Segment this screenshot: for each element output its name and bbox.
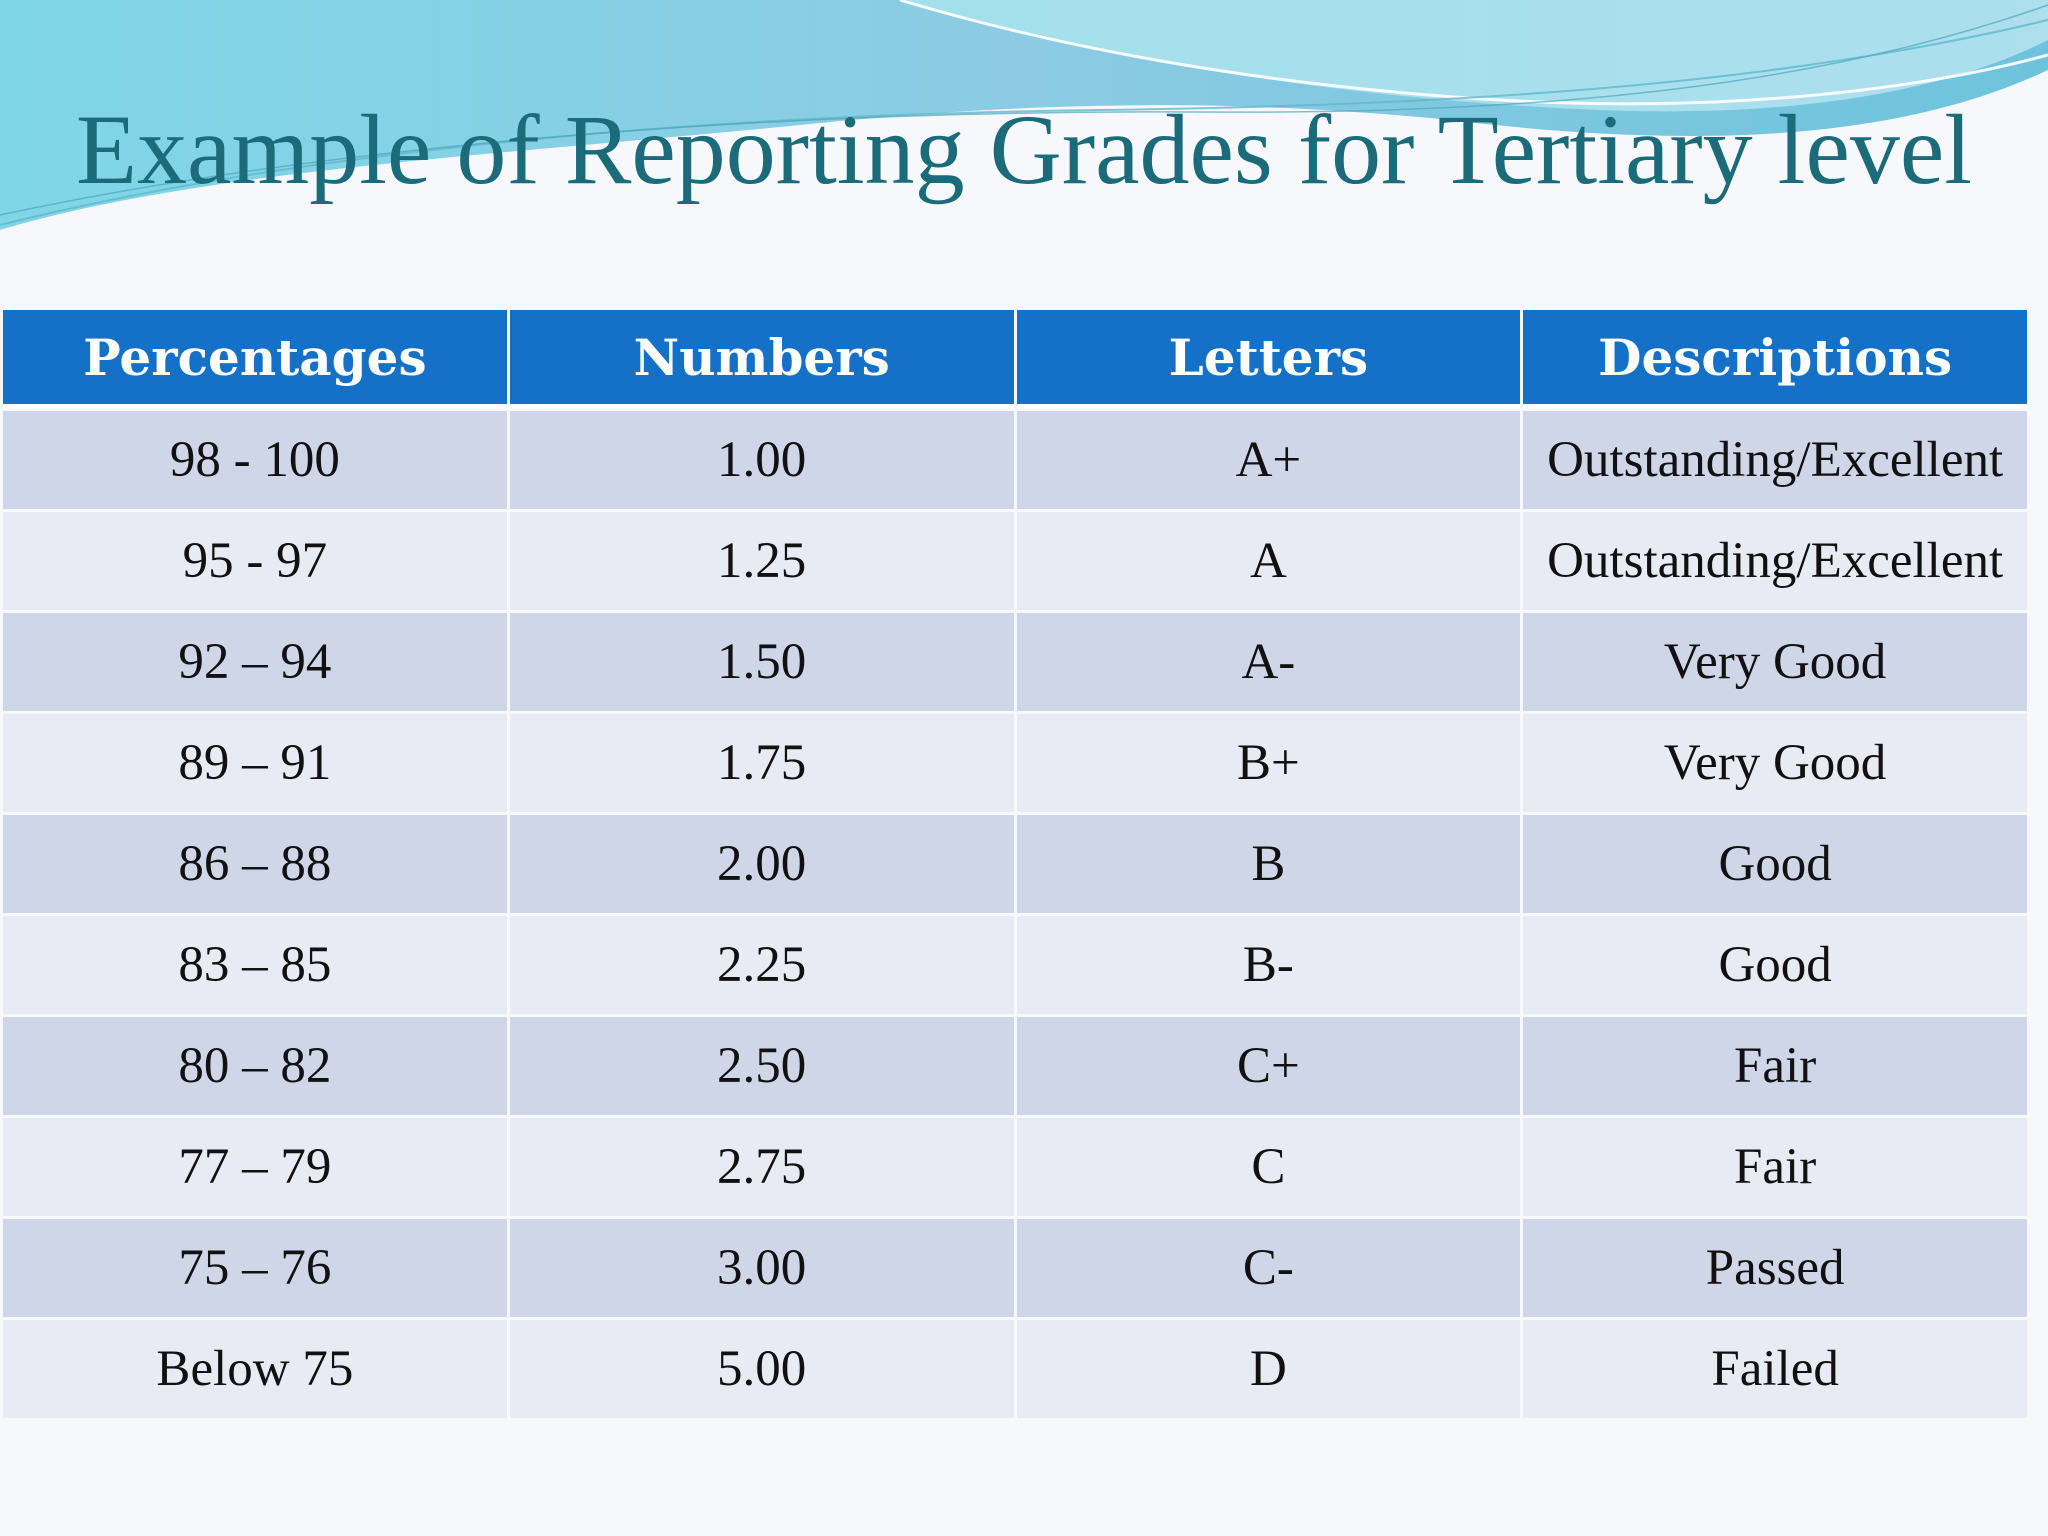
cell-number: 3.00 [510, 1219, 1014, 1317]
cell-letter: B- [1017, 916, 1521, 1014]
cell-description: Good [1523, 916, 2027, 1014]
cell-number: 2.50 [510, 1017, 1014, 1115]
cell-percentage: 80 – 82 [3, 1017, 507, 1115]
cell-percentage: 95 - 97 [3, 512, 507, 610]
cell-description: Very Good [1523, 613, 2027, 711]
header-percentages: Percentages [3, 310, 507, 408]
cell-number: 1.25 [510, 512, 1014, 610]
cell-letter: D [1017, 1320, 1521, 1418]
cell-percentage: Below 75 [3, 1320, 507, 1418]
cell-percentage: 75 – 76 [3, 1219, 507, 1317]
cell-percentage: 92 – 94 [3, 613, 507, 711]
cell-description: Passed [1523, 1219, 2027, 1317]
cell-percentage: 89 – 91 [3, 714, 507, 812]
cell-letter: A+ [1017, 411, 1521, 509]
cell-letter: A [1017, 512, 1521, 610]
cell-description: Good [1523, 815, 2027, 913]
cell-description: Fair [1523, 1118, 2027, 1216]
table-row [3, 1118, 2027, 1216]
table-row [3, 714, 2027, 812]
cell-percentage: 86 – 88 [3, 815, 507, 913]
grades-table [0, 307, 2030, 1421]
cell-number: 5.00 [510, 1320, 1014, 1418]
cell-number: 2.75 [510, 1118, 1014, 1216]
cell-number: 2.00 [510, 815, 1014, 913]
table-row [3, 1219, 2027, 1317]
cell-percentage: 98 - 100 [3, 411, 507, 509]
table-row [3, 1320, 2027, 1418]
cell-number: 1.50 [510, 613, 1014, 711]
table-header-row [3, 310, 2027, 408]
cell-description: Failed [1523, 1320, 2027, 1418]
cell-number: 2.25 [510, 916, 1014, 1014]
cell-percentage: 83 – 85 [3, 916, 507, 1014]
table-row [3, 815, 2027, 913]
cell-letter: C+ [1017, 1017, 1521, 1115]
cell-letter: C- [1017, 1219, 1521, 1317]
cell-description: Outstanding/Excellent [1523, 411, 2027, 509]
table-row [3, 916, 2027, 1014]
table-row [3, 512, 2027, 610]
cell-letter: B+ [1017, 714, 1521, 812]
table-row [3, 411, 2027, 509]
cell-percentage: 77 – 79 [3, 1118, 507, 1216]
cell-description: Outstanding/Excellent [1523, 512, 2027, 610]
table-row [3, 613, 2027, 711]
header-letters: Letters [1017, 310, 1521, 408]
cell-letter: A- [1017, 613, 1521, 711]
slide-title: Example of Reporting Grades for Tertiary level [75, 94, 1973, 205]
cell-description: Fair [1523, 1017, 2027, 1115]
header-descriptions: Descriptions [1523, 310, 2027, 408]
cell-description: Very Good [1523, 714, 2027, 812]
cell-letter: B [1017, 815, 1521, 913]
cell-letter: C [1017, 1118, 1521, 1216]
cell-number: 1.00 [510, 411, 1014, 509]
cell-number: 1.75 [510, 714, 1014, 812]
header-numbers: Numbers [510, 310, 1014, 408]
table-row [3, 1017, 2027, 1115]
